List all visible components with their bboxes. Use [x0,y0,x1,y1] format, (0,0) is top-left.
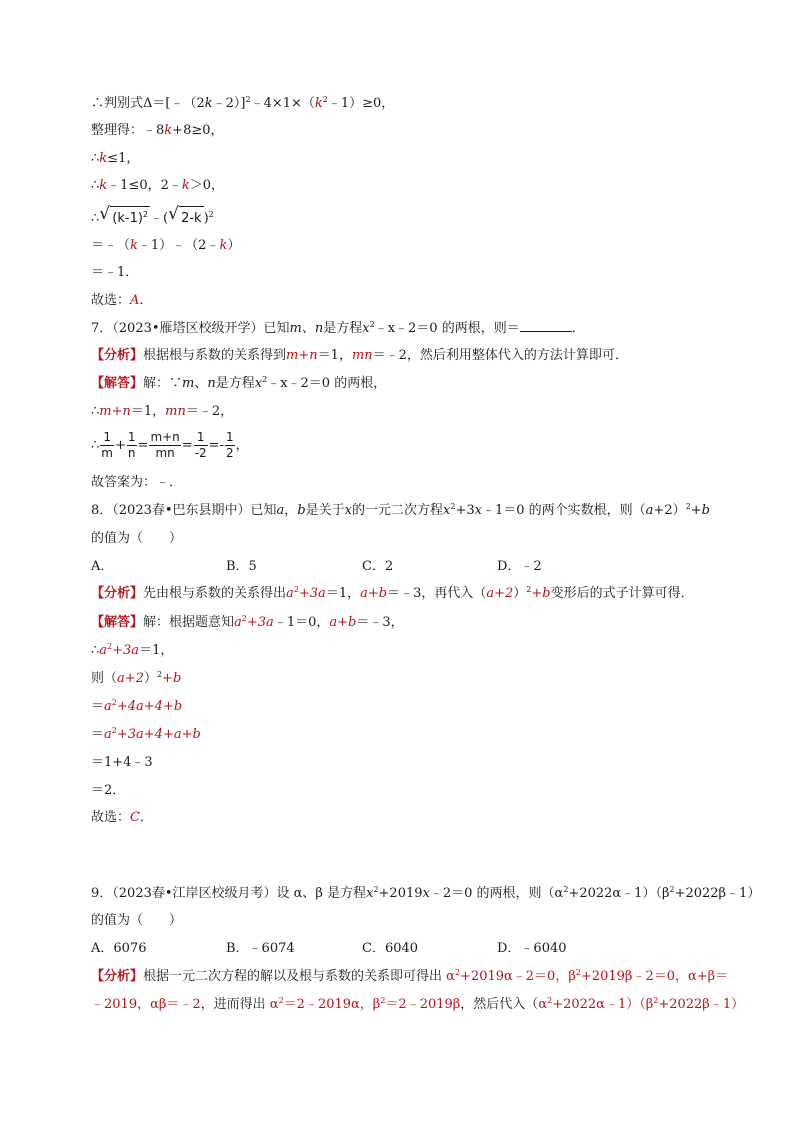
text: ﹣1）≥0， [327,96,395,111]
text: +3 [455,503,475,518]
text: ＞0， [189,178,225,193]
text: +2） [653,503,686,518]
exponent: 2 [685,502,691,511]
text: ， [284,503,298,518]
text: ＝1， [130,404,166,419]
q8-option-b[interactable]: B．5 [226,559,257,574]
q7-solution [91,375,386,393]
exponent: 2 [450,502,456,511]
text: ﹣1＝0 的两个实数根，则（ [481,503,646,518]
text: ﹣1）﹣（2﹣ [137,238,220,253]
analysis-label: 【分析】 [91,969,144,984]
text: ． [571,321,585,336]
var-a: a [645,503,654,518]
analysis-label: 【分析】 [91,348,144,363]
var-m: m [182,376,195,391]
solution-label: 【解答】 [91,376,144,391]
sqrt-expression [168,206,204,230]
text: ﹣2）] [212,96,246,111]
therefore-sign: ∴ [91,211,100,226]
q8-option-a[interactable]: A． [91,559,114,574]
q8-line9: 故选：C． [91,810,153,825]
text: 故选： [91,293,131,308]
sol6-line3 [91,150,139,168]
radicand: (k-1) [112,211,143,226]
var-k: k [99,178,108,193]
text: ） [227,238,241,253]
q9-option-a[interactable]: A．6076 [91,941,147,956]
sqrt-expression [99,206,150,230]
text: ∴ [91,178,100,193]
exponent: 2 [142,210,149,219]
expr: m+n [99,404,131,419]
q8-line8: ＝2． [91,783,126,798]
var-k: k [99,151,108,166]
q8-line7: ＝1+4﹣3 [91,755,153,770]
sol6-line5-radicals [91,206,214,230]
exponent: 2 [208,210,214,219]
var-x: x [344,503,352,518]
sol6-line8 [91,292,152,310]
text: 8．（2023春•巴东县期中）已知 [91,503,277,518]
q9-option-b[interactable]: B．﹣6074 [226,941,295,956]
text: 解：∵ [143,376,183,391]
expr: m+n [286,348,318,363]
text: ) [203,211,209,226]
text: 7．（2023•雁塔区校级开学）已知 [91,321,290,336]
q9-option-d[interactable]: D．﹣6040 [497,941,567,956]
fraction: $\frac{1}{n}$ [127,430,136,460]
fraction: $\frac{1}{2}$ [225,430,234,460]
q8-line3: $\therefore a^2+3a=1$， [91,642,174,658]
var-n: n [207,376,216,391]
var-x: x [362,321,370,336]
expr: mn [165,404,186,419]
text: 根据根与系数的关系得到 [143,348,287,363]
q8-option-c[interactable]: C．2 [362,559,394,574]
text: 整理得：﹣8 [91,123,165,138]
var-k: k [181,178,190,193]
text: 是方程 [215,376,255,391]
q9-option-c[interactable]: C．6040 [362,941,419,956]
text: ＝﹣2， [185,404,234,419]
fraction: $\frac{m+n}{mn}$ [150,430,180,460]
q7-fraction-line: ∴ $\frac{1}{m}$ + $\frac{1}{n}$ = $\frac{m+n}{mn}$ = $\frac{1}{-2}$ =- $\frac{1}{2}$ ， [91,430,249,460]
q7-line3 [91,403,233,421]
exponent: 2 [369,320,375,329]
var-k: k [164,123,173,138]
text: ＝﹣2，然后利用整体代入的方法计算即可． [372,348,628,363]
text: ﹣1≤0，2﹣ [107,178,182,193]
exponent: 2 [245,95,251,104]
sol6-line2 [91,122,224,140]
text: ＝﹣（ [91,238,131,253]
exponent: 2 [322,95,328,104]
var-x: x [443,503,451,518]
radical-sign: √ [168,204,179,224]
q8-line5: $=a^2+4a+4+b$ [91,698,183,714]
q9-analysis: 【分析】根据一元二次方程的解以及根与系数的关系即可得出 $\alpha^2+2019\alpha﹣2=0$，$\beta^2+2019\beta﹣2=0$，α+β＝ [91,968,729,984]
text: ﹣x﹣2＝0 的两根，则＝ [374,321,520,336]
text: ∴ [91,151,100,166]
var-m: m [289,321,302,336]
var-x: x [474,503,482,518]
var-n: n [314,321,324,336]
q8-option-d[interactable]: D．﹣2 [497,559,542,574]
text: + [690,503,702,518]
var-k: k [204,96,213,111]
var-b: b [297,503,306,518]
answer: C [130,810,140,825]
analysis-label: 【分析】 [91,586,144,601]
var-b: b [701,503,710,518]
text: 的一元二次方程 [352,503,444,518]
q8-line6: $=a^2+3a+4+a+b$ [91,726,201,742]
text: 、 [301,321,315,336]
sol6-line4 [91,177,224,195]
text: ﹣4×1×（ [250,96,315,111]
solution-label: 【解答】 [91,615,144,630]
var-k: k [219,238,228,253]
sol6-line7: ＝﹣1． [91,265,139,280]
q9-stem-2: 的值为（ ） [91,913,183,928]
text: 是关于 [305,503,345,518]
q8-solution: 【解答】解：根据题意知$a^2+3a﹣1=0$，a+b＝﹣3， [91,614,404,630]
text: 、 [194,376,208,391]
text: ∴ [91,438,100,453]
radicand: 2-k [179,206,204,230]
exponent: 2 [262,375,268,384]
text: +8≥0， [172,123,224,138]
text: ∴ [91,404,100,419]
text: ∴判别式Δ＝[﹣（2 [91,96,205,111]
q8-stem-2: 的值为（ ） [91,531,183,546]
answer: A [130,293,140,308]
q7-stem [91,319,585,338]
q7-analysis [91,347,628,365]
fraction: $\frac{1}{m}$ [101,430,113,460]
var-k: k [314,96,323,111]
q8-analysis: 【分析】先由根与系数的关系得出$a^2+3a=1$，a+b＝﹣3，再代入$(a+2)^2+b$变形后的式子计算可得． [91,585,694,601]
sol6-line1 [91,95,394,113]
text: ≤1， [107,151,140,166]
sol6-line6 [91,237,240,255]
var-x: x [366,886,374,901]
text: ＝1， [317,348,352,363]
q8-stem [91,502,710,520]
q7-answer: 故答案为：﹣． [91,475,183,490]
text: ﹣x﹣2＝0 的两根， [267,376,387,391]
q9-analysis-2: ﹣2019，αβ＝﹣2，进而得出 $\alpha^2=2﹣2019\alpha$，$\beta^2=2﹣2019\beta$，然后代入$(\alpha^2+2022\alpha﹣1)(\beta^2+2022\beta﹣1)$ [91,996,745,1012]
text: ﹣( [150,211,169,226]
var-a: a [276,503,285,518]
radical-sign: √ [99,204,111,224]
expr: mn [351,348,373,363]
fraction: $\frac{1}{-2}$ [194,430,207,460]
var-k: k [130,238,138,253]
q9-stem: 9．（2023春•江岸区校级月考）设 α、β 是方程$x^2+2019x﹣2=0$ 的两根，则$(\alpha^2+2022\alpha﹣1)(\beta^2+2022\beta﹣1)$ [91,885,761,901]
text: 是方程 [323,321,363,336]
answer-blank [520,319,572,332]
var-x: x [422,886,430,901]
var-x: x [254,376,263,391]
text: ． [139,293,153,308]
text: 先由根与系数的关系得出 [143,586,287,601]
q8-line4: 则$(a+2)^2+b$ [91,670,182,686]
